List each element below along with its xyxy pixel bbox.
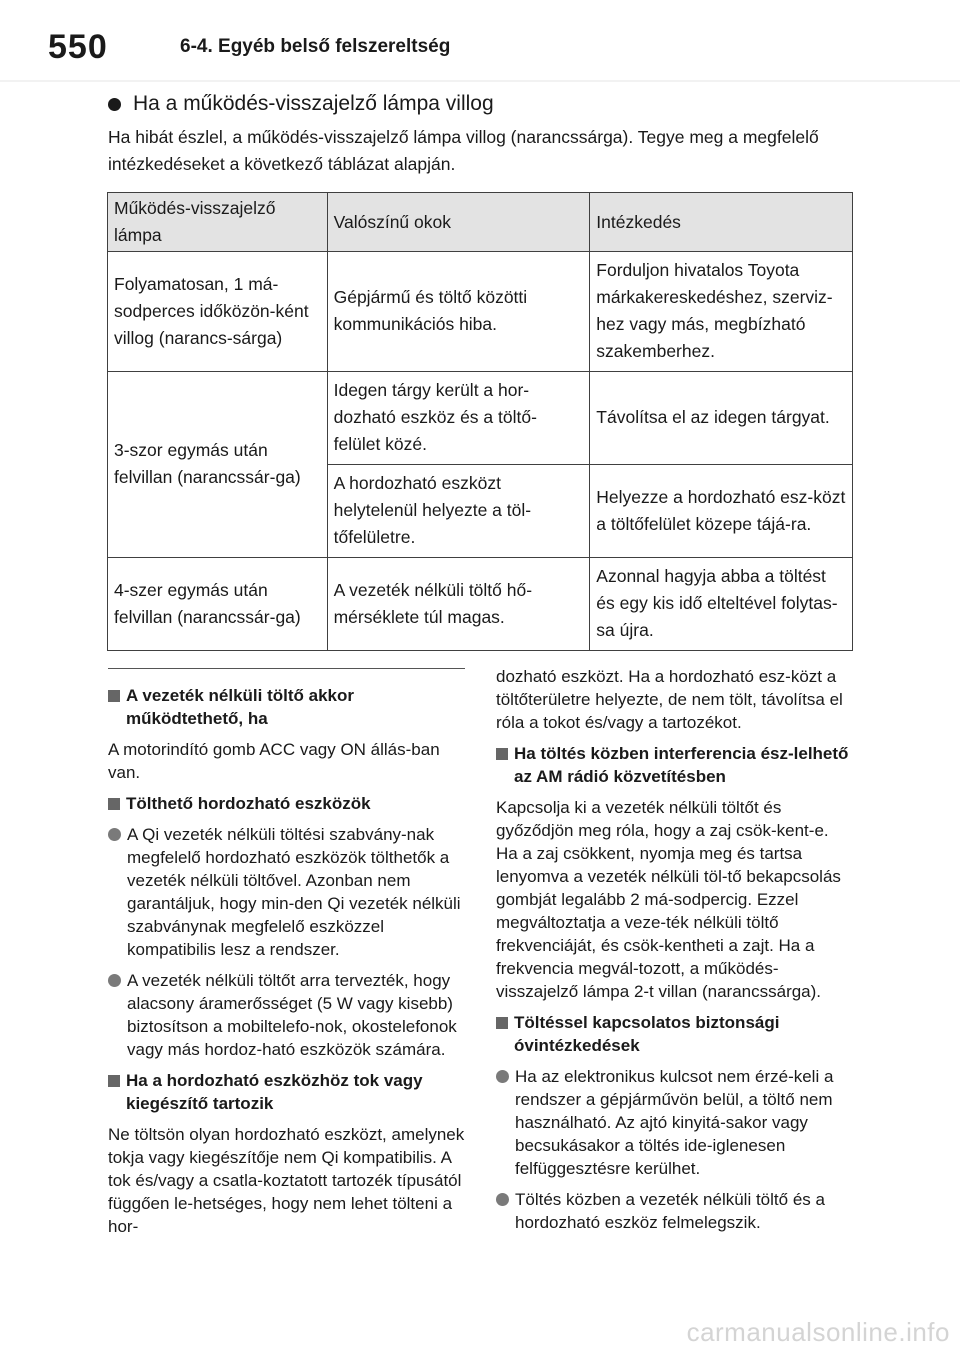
table-cell-action: Azonnal hagyja abba a töltést és egy kis idő elteltével folytas-sa újra. [590, 558, 853, 651]
header-divider [0, 80, 960, 82]
table-row [108, 252, 853, 372]
list-item-text: A vezeték nélküli töltőt arra tervezték, hogy alacsony áramerősséget (5 W vagy kisebb) biztosítson a mobiltelefo-nok, okostelefonok vagy más hordoz-ható eszközök számára. [127, 971, 457, 1059]
circle-bullet-icon [108, 974, 121, 987]
subsection-heading [496, 742, 853, 788]
circle-bullet-icon [108, 828, 121, 841]
section-title: 6-4. Egyéb belső felszereltség [180, 36, 451, 57]
square-bullet-icon [496, 1017, 508, 1029]
page-header [0, 0, 960, 84]
paragraph: Kapcsolja ki a vezeték nélküli töltőt és győződjön meg róla, hogy a zaj csök-kent-e. Ha a zaj csökkent, nyomja meg és tartsa lenyomva a vezeték nélküli töl-tő bekapcsolás gombját legalább 2 má-sodpercig. Ezzel megváltoztatja a veze-ték nélküli töltő frekvenciáját, és csök-kentheti a zajt. Ha a frekvencia megvál-tozott, a működés-visszajelző lámpa 2-t villan (narancssárga). [496, 798, 841, 1001]
main-heading-text: Ha a működés-visszajelző lámpa villog [133, 92, 494, 115]
indicator-table [107, 192, 853, 651]
right-column [496, 665, 853, 1242]
list-item [108, 823, 465, 961]
watermark: carmanualsonline.info [686, 1317, 950, 1347]
paragraph: A motorindító gomb ACC vagy ON állás-ban van. [108, 740, 440, 782]
table-header-action: Intézkedés [590, 193, 853, 252]
list-item-text: Ha az elektronikus kulcsot nem érzé-keli a rendszer a gépjárművön belül, a töltő nem használható. Az ajtó kinyitá-sakor vagy becsukásakor a töltés ide-iglenesen felfüggesztésre kerülhet. [515, 1067, 834, 1178]
table-cell-action: Helyezze a hordozható esz-közt a töltőfelület közepe tájá-ra. [590, 465, 853, 558]
list-item-text: Töltés közben a vezeték nélküli töltő és a hordozható eszköz felmelegszik. [515, 1190, 825, 1232]
subsection-title: Ha töltés közben interferencia ész-lelhető az AM rádió közvetítésben [514, 744, 849, 786]
subsection-title: Tölthető hordozható eszközök [126, 794, 371, 813]
table-row [108, 558, 853, 651]
table-cell-cause: A hordozható eszközt helytelenül helyezte a töl-tőfelületre. [327, 465, 590, 558]
table-header-cause: Valószínű okok [327, 193, 590, 252]
table-cell-lamp: Folyamatosan, 1 má-sodperces időközön-ként villog (narancs-sárga) [108, 252, 328, 372]
square-bullet-icon [108, 798, 120, 810]
intro-paragraph: Ha hibát észlel, a működés-visszajelző lámpa villog (narancssárga). Tegye meg a megfelelő intézkedéseket a következő táblázat alapján. [108, 127, 819, 174]
square-bullet-icon [108, 1075, 120, 1087]
table-cell-lamp: 3-szor egymás után felvillan (narancssár-ga) [108, 372, 328, 558]
main-heading [108, 92, 494, 116]
subsection-title: Ha a hordozható eszközhöz tok vagy kiegészítő tartozik [126, 1071, 423, 1113]
paragraph: dozható eszközt. Ha a hordozható esz-közt a töltőterületre helyezte, de nem tölt, távolítsa el róla a tokot és/vagy a tartozékot. [496, 667, 843, 732]
subsection-heading [108, 792, 465, 815]
circle-bullet-icon [496, 1193, 509, 1206]
table-cell-action: Forduljon hivatalos Toyota márkakereskedéshez, szerviz-hez vagy más, megbízható szakemberhez. [590, 252, 853, 372]
paragraph: Ne töltsön olyan hordozható eszközt, amelynek tokja vagy kiegészítője nem Qi kompatibilis. A tok és/vagy a csatla-koztatott tartozék típusától függően le-hetséges, hogy nem lehet tölteni a hor- [108, 1125, 465, 1236]
page-number: 550 [48, 28, 108, 66]
list-item [496, 1188, 853, 1234]
circle-bullet-icon [496, 1070, 509, 1083]
subsection-heading [108, 1069, 465, 1115]
column-divider [108, 668, 465, 669]
subsection-title: A vezeték nélküli töltő akkor működtethető, ha [126, 686, 354, 728]
table-cell-cause: Gépjármű és töltő közötti kommunikációs hiba. [327, 252, 590, 372]
subsection-heading [108, 684, 465, 730]
table-cell-cause: A vezeték nélküli töltő hő-mérséklete túl magas. [327, 558, 590, 651]
left-column [108, 676, 465, 1246]
bullet-icon [108, 98, 121, 111]
subsection-heading [496, 1011, 853, 1057]
table-cell-action: Távolítsa el az idegen tárgyat. [590, 372, 853, 465]
table-cell-cause: Idegen tárgy került a hor-dozható eszköz és a töltő-felület közé. [327, 372, 590, 465]
square-bullet-icon [108, 690, 120, 702]
list-item [496, 1065, 853, 1180]
subsection-title: Töltéssel kapcsolatos biztonsági óvintézkedések [514, 1013, 780, 1055]
table-header-row [108, 193, 853, 252]
table-header-lamp: Működés-visszajelző lámpa [108, 193, 328, 252]
list-item-text: A Qi vezeték nélküli töltési szabvány-nak megfelelő hordozható eszközök tölthetők a vezeték nélküli töltővel. Azonban nem garantáljuk, hogy min-den Qi vezeték nélküli szabványnak megfelelő eszközzel kompatibilis lesz a rendszer. [127, 825, 461, 959]
table-row [108, 372, 853, 465]
list-item [108, 969, 465, 1061]
square-bullet-icon [496, 748, 508, 760]
table-cell-lamp: 4-szer egymás után felvillan (narancssár-ga) [108, 558, 328, 651]
